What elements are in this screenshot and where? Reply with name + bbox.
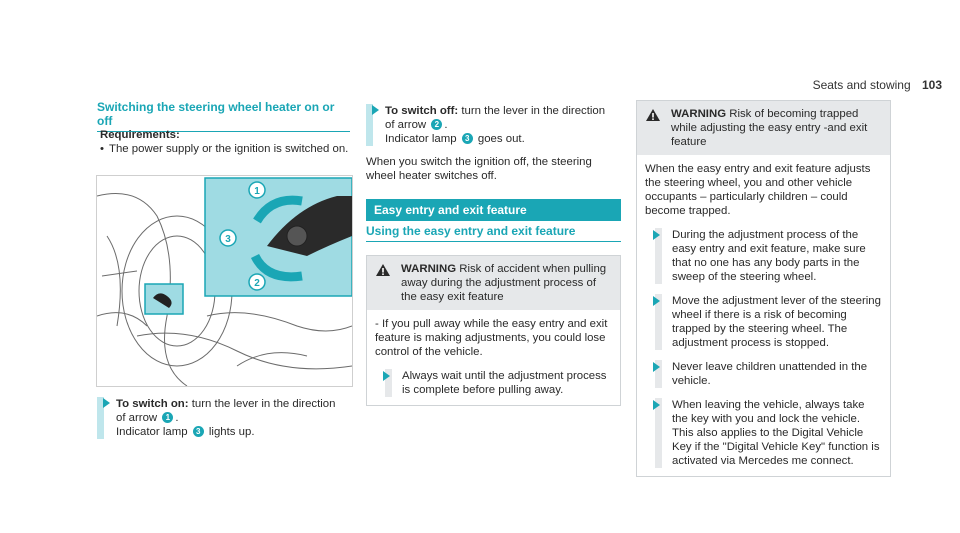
ignition-note: When you switch the ignition off, the steering wheel heater switches off. [366,156,592,182]
step-off-label: To switch off: [385,105,459,117]
requirements-label: Requirements: [100,129,180,141]
requirements-block [100,128,350,156]
warning-label: WARNING [401,263,457,275]
step-on-label: To switch on: [116,398,189,410]
lamp-3-badge: 3 [193,426,204,437]
step-off-line2a: Indicator lamp [385,133,457,145]
figure-callout-1: 1 [254,186,260,197]
warning-head-text: Risk of becoming trapped while adjusting the easy entry -and exit feature [671,108,868,148]
arrow-1-badge: 1 [162,412,173,423]
requirement-item [100,142,350,156]
warning-step-text: During the adjustment process of the easy entry and exit feature, make sure that no one has any body parts in the sweep of the steering wheel. [672,229,866,283]
warning-box-trapped [636,100,891,477]
step-arrow-icon [653,230,660,240]
arrow-2-badge: 2 [431,119,442,130]
steering-lever-figure [96,175,353,387]
warning-step-text: Move the adjustment lever of the steering wheel if there is a risk of becoming trapped by the steering wheel. The adjustment process is stopped. [672,295,881,349]
warning-step-1 [655,228,882,284]
warning-step-3 [655,360,882,388]
step-switch-off: To switch off: turn the lever in the direction of arrow 2 . Indicator lamp 3 goes out. [366,104,615,146]
warning-header [367,256,620,310]
page-number: 103 [921,78,942,92]
warning-head-text: Risk of accident when pulling away during the adjustment process of the easy exit feature [401,263,607,303]
step-arrow-icon [103,398,110,408]
step-arrow-icon [383,371,390,381]
warning-step-4 [655,398,882,468]
step-on-text: turn the lever in the direction of arrow [116,398,336,424]
warning-box-accident [366,255,621,406]
warning-body [367,310,620,405]
step-arrow-icon [372,105,379,115]
step-switch-on: To switch on: turn the lever in the direction of arrow 1 . Indicator lamp 3 lights up. [97,397,348,439]
subsection-title: Using the easy entry and exit feature [366,224,621,242]
step-arrow-icon [653,296,660,306]
figure-callout-2: 2 [254,278,260,289]
warning-triangle-icon [645,108,661,122]
figure-callout-3: 3 [225,234,231,245]
subsection-title-wrap [366,224,621,242]
bullet-icon: • [100,143,104,155]
step-off-text: turn the lever in the direction of arrow [385,105,606,131]
step-off-line2b: goes out. [477,133,525,145]
step-on-line2b: lights up. [208,426,255,438]
header-section: Seats and stowing [812,78,911,92]
step-arrow-icon [653,362,660,372]
step-on-line2a: Indicator lamp [116,426,188,438]
lamp-3-badge: 3 [462,133,473,144]
warning-body [637,155,890,476]
warning-label: WARNING [671,108,727,120]
warning-step-2 [655,294,882,350]
warning-body-text: - If you pull away while the easy entry and exit feature is making adjustments, you could lose control of the vehicle. [375,318,608,358]
warning-triangle-icon [375,263,391,277]
steering-lever-illustration [97,176,352,386]
warning-header [637,101,890,155]
warning-body-text: When the easy entry and exit feature adjusts the steering wheel, you and other vehicle occupants – particularly children – could become trapped. [645,163,871,217]
warning-step-text: Always wait until the adjustment process is complete before pulling away. [402,370,607,396]
warning-step [385,369,612,397]
page-header [813,78,942,92]
requirement-text: The power supply or the ignition is switched on. [109,143,349,155]
section-title-steering-heater: Switching the steering wheel heater on or off [97,100,350,132]
step-arrow-icon [653,400,660,410]
section-bar-easy-entry: Easy entry and exit feature [366,199,621,221]
warning-step-text: Never leave children unattended in the vehicle. [672,361,868,387]
warning-step-text: When leaving the vehicle, always take the key with you and lock the vehicle. This also applies to the Digital Vehicle Key if the "Digital Vehicle Key" function is activated via Mercedes me connect. [672,399,880,467]
